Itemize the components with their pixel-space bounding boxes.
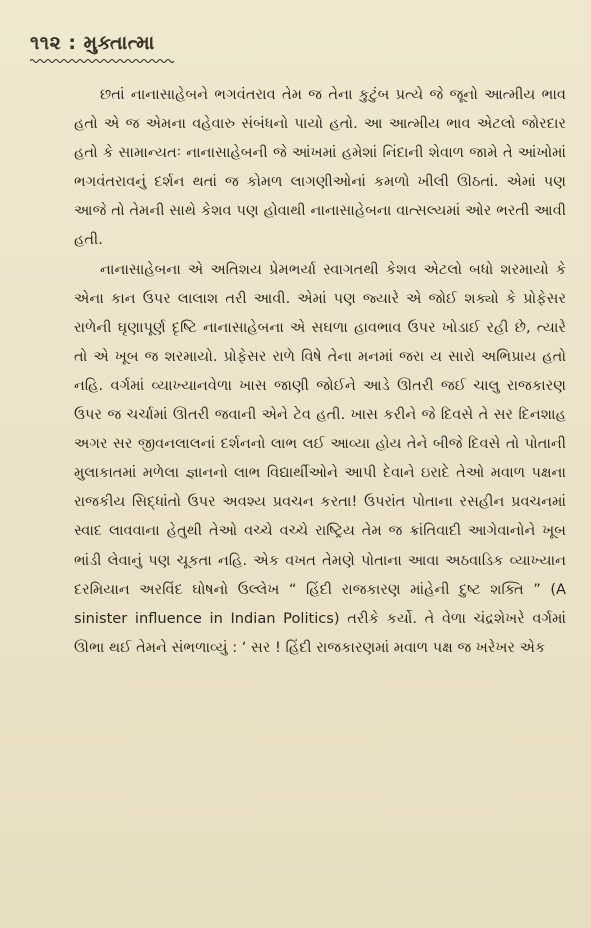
page-body — [74, 80, 566, 662]
paragraph-2: નાનાસાહેબના એ અતિશય પ્રેમભર્યા સ્વાગતથી કેશવ એટલો બધો શરમાયો કે એના કાન ઉપર લાલાશ તરી આવી. એમાં પણ જ્યારે એ જોઈ શક્યો કે પ્રોફેસર રાળેની ઘૃણાપૂર્ણ દૃષ્ટિ નાનાસાહેબના એ સઘળા હાવભાવ ઉપર ખોડાઈ રહી છે, ત્યારે તો એ ખૂબ જ શરમાયો. પ્રોફેસર રાળે વિષે તેના મનમાં જરા ય સારો અભિપ્રાય હતો નહિ. વર્ગમાં વ્યાખ્યાનવેળા ખાસ જાણી જોઈને આડે ઊતરી જઈ ચાલુ રાજકારણ ઉપર જ ચર્ચામાં ઊતરી જવાની એને ટેવ હતી. ખાસ કરીને જે દિવસે તે સર દિનશાહ અગર સર જીવનલાલનાં દર્શનનો લાભ લઈ આવ્યા હોય તેને બીજે દિવસે તો પોતાની મુલાકાતમાં મળેલા જ્ઞાનનો લાભ વિદ્યાર્થીઓને આપી દેવાને ઇરાદે તેઓ મવાળ પક્ષના રાજકીય સિદ્ધાંતો ઉપર અવશ્ય પ્રવચન કરતા! ઉપરાંત પોતાના રસહીન પ્રવચનમાં સ્વાદ લાવવાના હેતુથી તેઓ વચ્ચે વચ્ચે રાષ્ટ્રિય તેમ જ ક્રાંતિવાદી આગેવાનોને ખૂબ ભાંડી લેવાનું પણ ચૂકતા નહિ. એક વખત તેમણે પોતાના આવા અઠવાડિક વ્યાખ્યાન દરમિયાન અરવિંદ ઘોષનો ઉલ્લેખ “ હિંદી રાજકારણ માંહેની દુષ્ટ શક્તિ ” (A sinister influence in Indian Politics) તરીકે કર્યો. તે વેળા ચંદ્રશેખરે વર્ગમાં ઊભા થઈ તેમને સંભળાવ્યું : ‘ સર ! હિંદી રાજકારણમાં મવાળ પક્ષ જ ખરેખર એક — [74, 260, 566, 656]
running-title: મુક્તાત્મા — [83, 32, 155, 54]
wavy-underline-ornament — [30, 58, 174, 64]
paragraph-1: છતાં નાનાસાહેબને ભગવંતરાવ તેમ જ તેના કુટુંબ પ્રત્યે જે જૂનો આત્મીય ભાવ હતો એ જ એમના વહેવારુ સંબંધનો પાયો હતો. આ આત્મીય ભાવ એટલો જોરદાર હતો કે સામાન્યતઃ નાનાસાહેબની જે આંખમાં હમેશાં નિંદાની શેવાળ જામે તે આંખોમાં ભગવંતરાવનું દર્શન થતાં જ કોમળ લાગણીઓનાં કમળો ખીલી ઊઠતાં. એમાં પણ આજે તો તેમની સાથે કેશવ પણ હોવાથી નાનાસાહેબના વાત્સલ્યમાં ઓર ભરતી આવી હતી. — [74, 86, 566, 249]
page-header — [30, 32, 155, 54]
header-separator: : — [68, 32, 77, 54]
page-number: ૧૧૨ — [30, 32, 62, 54]
